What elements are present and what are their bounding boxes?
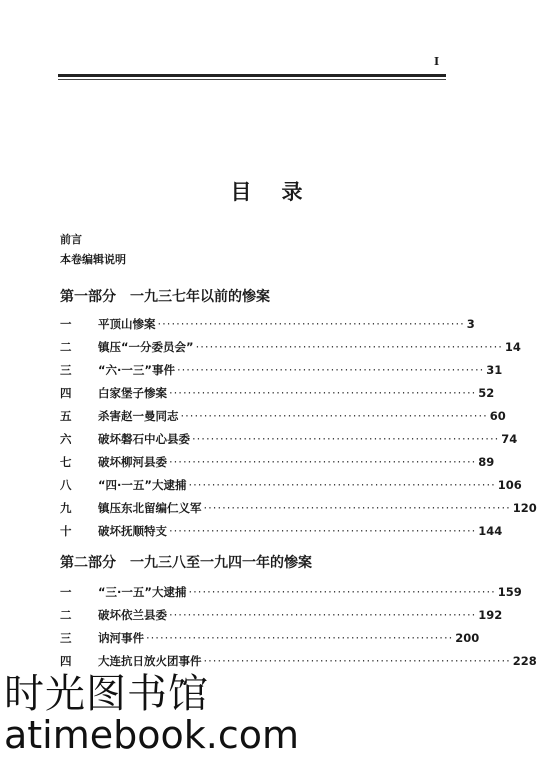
entry-page: 106 bbox=[497, 478, 522, 492]
entry-number: 六 bbox=[60, 432, 72, 446]
dot-leader: ·································································· bbox=[169, 608, 477, 622]
watermark-url: atimebook.com bbox=[4, 713, 300, 757]
dot-leader: ·································································· bbox=[169, 524, 477, 538]
entry-number: 三 bbox=[60, 631, 72, 645]
entry-page: 31 bbox=[486, 363, 503, 377]
toc-entry[interactable] bbox=[60, 316, 475, 336]
entry-number: 五 bbox=[60, 409, 72, 423]
entry-page: 120 bbox=[512, 501, 537, 515]
entry-page: 14 bbox=[504, 340, 521, 354]
entry-title: “四·一五”大逮捕 bbox=[98, 478, 187, 492]
header-rule-thin bbox=[58, 79, 446, 80]
entry-number: 七 bbox=[60, 455, 72, 469]
entry-page: 60 bbox=[489, 409, 506, 423]
toc-entry[interactable] bbox=[60, 500, 537, 520]
dot-leader: ·································································· bbox=[169, 386, 477, 400]
toc-entry[interactable] bbox=[60, 385, 495, 405]
entry-page: 74 bbox=[501, 432, 518, 446]
toc-entry[interactable] bbox=[60, 584, 522, 604]
entry-title: “三·一五”大逮捕 bbox=[98, 585, 187, 599]
entry-page: 228 bbox=[512, 654, 537, 668]
toc-entry[interactable] bbox=[60, 630, 480, 650]
toc-entry[interactable] bbox=[60, 431, 518, 451]
entry-number: 二 bbox=[60, 340, 72, 354]
entry-number: 四 bbox=[60, 386, 72, 400]
entry-number: 九 bbox=[60, 501, 72, 515]
front-matter-preface[interactable]: 前言 bbox=[60, 233, 82, 246]
entry-title: 破坏抚顺特支 bbox=[98, 524, 167, 538]
part-title-text: 一九三七年以前的惨案 bbox=[130, 289, 270, 305]
toc-title: 目录 bbox=[230, 180, 333, 204]
dot-leader: ·································································· bbox=[188, 478, 496, 492]
toc-entry[interactable] bbox=[60, 362, 503, 382]
dot-leader: ·································································· bbox=[176, 363, 485, 377]
entry-title: 讷河事件 bbox=[98, 631, 144, 645]
part-heading bbox=[60, 552, 312, 572]
toc-entry[interactable] bbox=[60, 477, 522, 497]
entry-number: 一 bbox=[60, 585, 72, 599]
entry-title: 镇压东北留编仁义军 bbox=[98, 501, 202, 515]
entry-page: 159 bbox=[497, 585, 522, 599]
toc-entry[interactable] bbox=[60, 339, 521, 359]
part-label: 第一部分 bbox=[60, 289, 116, 305]
entry-title: 破坏柳河县委 bbox=[98, 455, 167, 469]
entry-page: 3 bbox=[466, 317, 475, 331]
dot-leader: ·································································· bbox=[203, 501, 511, 515]
entry-number: 四 bbox=[60, 654, 72, 668]
dot-leader: ·································································· bbox=[157, 317, 465, 331]
dot-leader: ·································································· bbox=[169, 455, 477, 469]
dot-leader: ·································································· bbox=[203, 654, 511, 668]
entry-number: 十 bbox=[60, 524, 72, 538]
page-number: I bbox=[434, 55, 440, 68]
entry-page: 200 bbox=[455, 631, 480, 645]
toc-entry[interactable] bbox=[60, 523, 503, 543]
dot-leader: ·································································· bbox=[180, 409, 488, 423]
entry-title: 镇压“一分委员会” bbox=[98, 340, 194, 354]
entry-page: 89 bbox=[478, 455, 495, 469]
watermark-chinese: 时光图书馆 bbox=[4, 671, 209, 717]
entry-title: 白家堡子惨案 bbox=[98, 386, 167, 400]
entry-page: 192 bbox=[478, 608, 503, 622]
dot-leader: ·································································· bbox=[195, 340, 503, 354]
entry-page: 144 bbox=[478, 524, 503, 538]
dot-leader: ·································································· bbox=[188, 585, 496, 599]
header-rule-thick bbox=[58, 74, 446, 77]
dot-leader: ·································································· bbox=[192, 432, 500, 446]
part-label: 第二部分 bbox=[60, 555, 116, 571]
entry-number: 三 bbox=[60, 363, 72, 377]
entry-page: 52 bbox=[478, 386, 495, 400]
dot-leader: ·································································· bbox=[146, 631, 454, 645]
entry-title: 平顶山惨案 bbox=[98, 317, 156, 331]
entry-number: 一 bbox=[60, 317, 72, 331]
entry-title: 破坏依兰县委 bbox=[98, 608, 167, 622]
entry-number: 二 bbox=[60, 608, 72, 622]
entry-number: 八 bbox=[60, 478, 72, 492]
entry-title: 破坏磐石中心县委 bbox=[98, 432, 190, 446]
entry-title: “六·一三”事件 bbox=[98, 363, 175, 377]
toc-entry[interactable] bbox=[60, 408, 506, 428]
toc-entry[interactable] bbox=[60, 607, 503, 627]
toc-entry[interactable] bbox=[60, 454, 495, 474]
part-title-text: 一九三八至一九四一年的惨案 bbox=[130, 555, 312, 571]
front-matter-editorial-notes[interactable]: 本卷编辑说明 bbox=[60, 253, 126, 266]
entry-title: 杀害赵一曼同志 bbox=[98, 409, 179, 423]
part-heading bbox=[60, 286, 270, 306]
entry-title: 大连抗日放火团事件 bbox=[98, 654, 202, 668]
